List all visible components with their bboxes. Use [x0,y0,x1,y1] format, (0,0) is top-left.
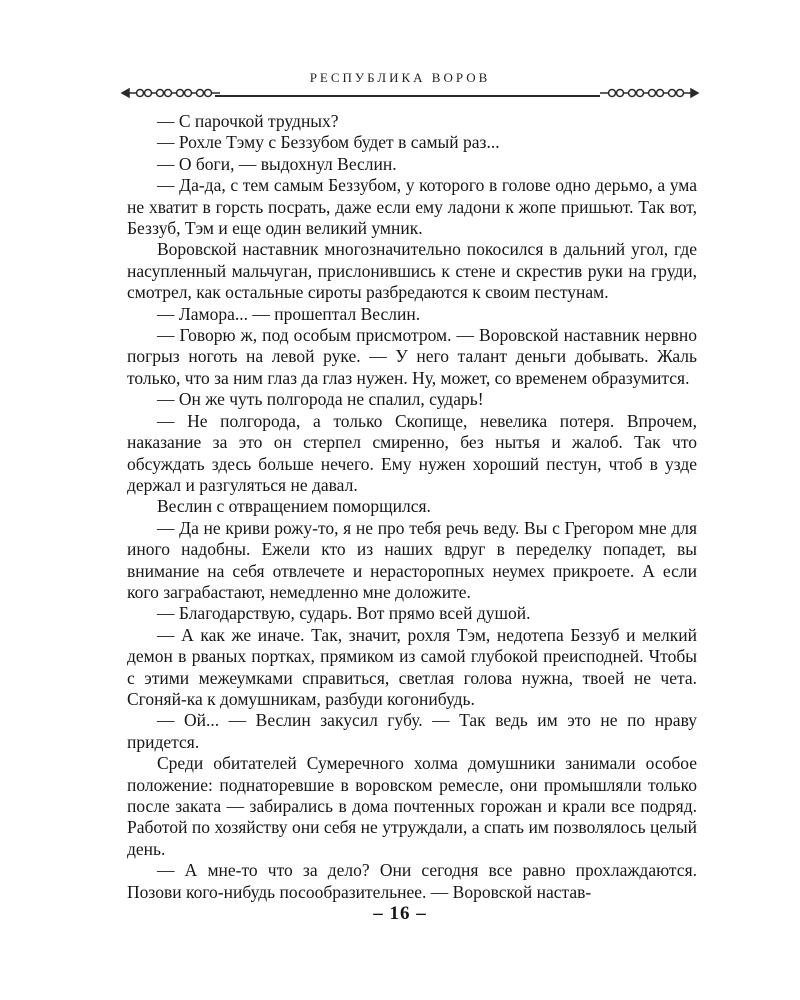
paragraph: — Ой... — Веслин закусил губу. — Так ведь им это не по нраву придется. [127,710,697,752]
paragraph: — Он же чуть полгорода не спалил, сударь! [157,389,484,410]
header-ornament-left [120,86,220,100]
paragraph: — А мне-то что за дело? Они сегодня все равно прохлаждаются. Позови кого-нибудь посообразительнее. — Воровской настав- [127,860,697,902]
paragraph: — О боги, — выдохнул Веслин. [157,153,397,174]
paragraph: — Говорю ж, под особым присмотром. — Воровской наставник нервно погрыз ноготь на левой руке. — У него талант деньги добывать. Жаль только, что за ним глаз да глаз нужен. Ну, может, со временем образумится. [127,325,697,388]
body-text [127,111,697,903]
paragraph: — Рохле Тэму с Беззубом будет в самый раз... [157,132,500,153]
paragraph: Среди обитателей Сумеречного холма домушники занимали особое положение: поднаторевшие в воровском ремесле, они промышляли только после заката — забирались в дома почтенных горожан и крали все подряд. Работой по хозяйству они себя не утруждали, а спать им позволялось целый день. [127,753,697,859]
running-title: РЕСПУБЛИКА ВОРОВ [309,70,491,85]
paragraph: — С парочкой трудных? [157,111,339,131]
header-ornament-right [600,86,700,100]
paragraph: — Благодарствую, сударь. Вот прямо всей душой. [157,603,531,624]
page-number: – 16 – [373,903,427,924]
paragraph: — А как же иначе. Так, значит, рохля Тэм, недотепа Беззуб и мелкий демон в рваных портках, прямиком из самой глубокой преисподней. Чтобы с этими межеумками справиться, светлая голова нужна, твоей не чета. Сгоняй-ка к домушникам, разбуди когонибудь. [127,624,697,709]
paragraph: Веслин с отвращением поморщился. [157,496,431,517]
paragraph: — Не полгорода, а только Скопище, невелика потеря. Впрочем, наказание за это он стерпел смиренно, без нытья и жалоб. Так что обсуждать здесь больше нечего. Ему нужен хороший пестун, чтоб в узде держал и разгуляться не давал. [127,410,697,495]
paragraph: — Да-да, с тем самым Беззубом, у которого в голове одно дерьмо, а ума не хватит в горсть посрать, даже если ему ладони к жопе пришьют. Так вот, Беззуб, Тэм и еще один великий умник. [127,175,697,239]
paragraph: Воровской наставник многозначительно покосился в дальний угол, где насупленный мальчуган, прислонившись к стене и скрестив руки на груди, смотрел, как остальные сироты разбредаются к своим пестунам. [127,239,697,303]
paragraph: — Да не криви рожу-то, я не про тебя речь веду. Вы с Грегором мне для иного надобны. Ежели кто из наших вдруг в переделку попадет, вы внимание на себя отвлечете и нерасторопных неумех прикроете. А если кого заграбастают, немедленно мне доложите. [127,517,697,602]
header-rule [215,95,600,97]
paragraph: — Ламора... — прошептал Веслин. [157,303,421,324]
